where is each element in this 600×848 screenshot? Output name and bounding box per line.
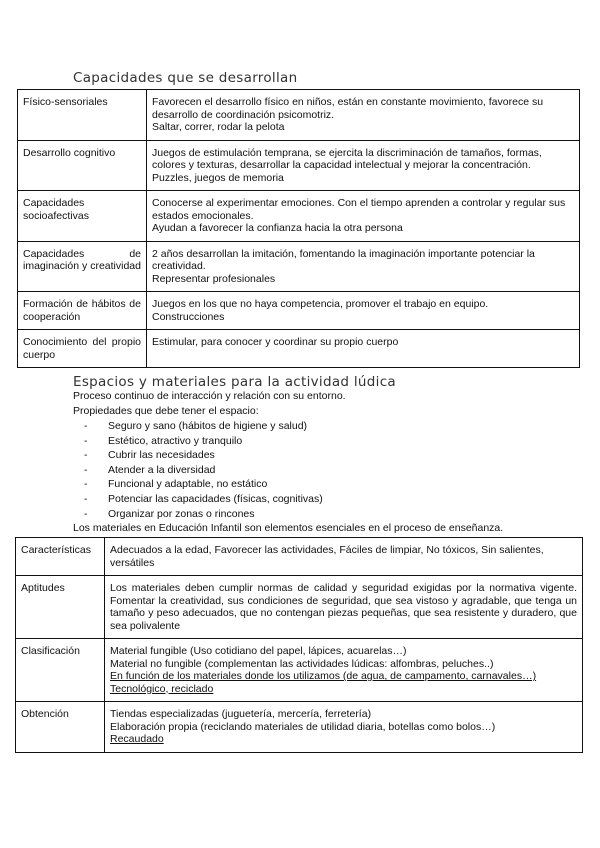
table-row xyxy=(16,702,583,753)
row-key: Obtención xyxy=(16,702,105,753)
row-key: Físico-sensoriales xyxy=(18,90,147,141)
row-value xyxy=(147,140,580,191)
row-line: Material fungible (Uso cotidiano del papel, lápices, acuarelas…) xyxy=(110,645,407,657)
espacios-intro: Proceso continuo de interacción y relación con su entorno. xyxy=(73,390,346,402)
row-value xyxy=(105,576,583,639)
row-line: 2 años desarrollan la imitación, fomentando la imaginación importante potenciar la creatividad. xyxy=(152,247,535,272)
table-row xyxy=(18,330,580,368)
row-line: Elaboración propia (reciclando materiales de utilidad diaria, botellas como bolos…) xyxy=(110,720,496,733)
row-line-underlined: En función de los materiales donde los utilizamos (de agua, de campamento, carnavales…) xyxy=(110,670,537,682)
row-key: Clasificación xyxy=(16,639,105,702)
table-row xyxy=(18,140,580,191)
list-item: - Atender a la diversidad xyxy=(84,463,323,478)
row-line-underlined: Recaudado xyxy=(110,733,164,745)
row-key: Capacidades de imaginación y creatividad xyxy=(18,241,147,292)
row-line: Conocerse al experimentar emociones. Con el tiempo aprenden a controlar y regular sus estados emocionales. xyxy=(152,197,566,222)
row-line: Construcciones xyxy=(152,310,225,323)
row-key: Capacidades socioafectivas xyxy=(18,191,147,242)
row-line: Saltar, correr, rodar la pelota xyxy=(152,121,285,133)
props-list xyxy=(84,419,323,521)
row-line: Ayudan a favorecer la confianza hacia la otra persona xyxy=(152,222,403,234)
row-key: Desarrollo cognitivo xyxy=(18,140,147,191)
row-line: Favorecen el desarrollo físico en niños, están en constante movimiento, favorece su desarrollo de coordinación psicomotriz. xyxy=(152,96,544,121)
row-value xyxy=(105,639,583,702)
list-item: - Organizar por zonas o rincones xyxy=(84,507,323,522)
materials-note: Los materiales en Educación Infantil son elementos esenciales en el proceso de enseñanza. xyxy=(73,522,504,534)
row-key: Aptitudes xyxy=(16,576,105,639)
row-key: Formación de hábitos de cooperación xyxy=(18,292,147,330)
row-value xyxy=(147,330,580,368)
row-value xyxy=(105,702,583,753)
table-row xyxy=(18,241,580,292)
row-value xyxy=(105,538,583,576)
row-line: Adecuados a la edad, Favorecer las actividades, Fáciles de limpiar, No tóxicos, Sin salientes, versátiles xyxy=(110,544,544,569)
list-item: - Funcional y adaptable, no estático xyxy=(84,477,323,492)
table-row xyxy=(18,191,580,242)
row-line: Juegos en los que no haya competencia, promover el trabajo en equipo. xyxy=(152,298,489,310)
props-heading: Propiedades que debe tener el espacio: xyxy=(73,405,259,417)
list-item: - Seguro y sano (hábitos de higiene y salud) xyxy=(84,419,323,434)
row-line: Material no fungible (complementan las actividades lúdicas: alfombras, peluches..) xyxy=(110,657,494,670)
row-line: Estimular, para conocer y coordinar su propio cuerpo xyxy=(152,336,399,348)
row-value xyxy=(147,90,580,141)
row-value xyxy=(147,241,580,292)
list-item: - Estético, atractivo y tranquilo xyxy=(84,434,323,449)
espacios-title: Espacios y materiales para la actividad lúdica xyxy=(73,374,396,390)
row-value xyxy=(147,191,580,242)
row-line: Tiendas especializadas (juguetería, mercería, ferretería) xyxy=(110,708,372,720)
row-key: Características xyxy=(16,538,105,576)
row-key: Conocimiento del propio cuerpo xyxy=(18,330,147,368)
row-line: Representar profesionales xyxy=(152,272,276,285)
row-line: Los materiales deben cumplir normas de calidad y seguridad exigidas por la normativa vigente. Fomentar la creatividad, sus condiciones de seguridad, que sea vistoso y agradable, que tenga un tamaño y peso adecuados, que no contengan piezas pequeñas, que sea resistente y duradero, que sea polivalente xyxy=(110,582,577,632)
row-line: Juegos de estimulación temprana, se ejercita la discriminación de tamaños, formas, colores y texturas, desarrollar la capacidad intelectual y mejorar la concentración. xyxy=(152,146,542,171)
row-line-underlined: Tecnológico, reciclado xyxy=(110,682,214,695)
capacidades-table xyxy=(17,89,580,368)
list-item: - Potenciar las capacidades (físicas, cognitivas) xyxy=(84,492,323,507)
table-row xyxy=(16,639,583,702)
row-line: Puzzles, juegos de memoria xyxy=(152,171,284,184)
materiales-table xyxy=(15,537,583,753)
table-row xyxy=(18,90,580,141)
table-row xyxy=(18,292,580,330)
capacidades-title: Capacidades que se desarrollan xyxy=(73,70,298,86)
table-row xyxy=(16,538,583,576)
row-value xyxy=(147,292,580,330)
table-row xyxy=(16,576,583,639)
list-item: - Cubrir las necesidades xyxy=(84,448,323,463)
